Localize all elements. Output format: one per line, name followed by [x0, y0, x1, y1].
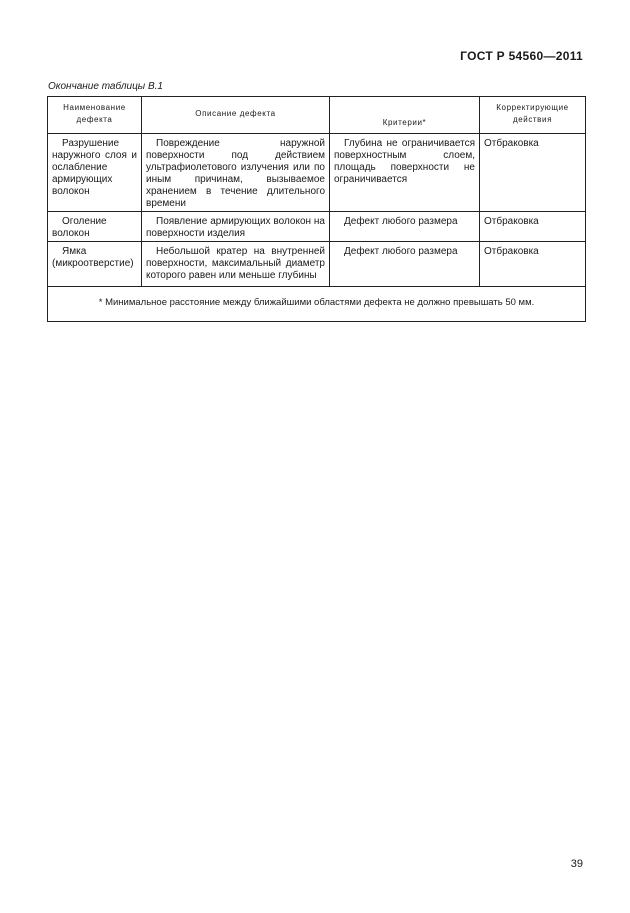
column-header-criteria: Критерии*	[330, 97, 480, 134]
defect-name: Разрушение наружного слоя и ослабление армирующих волокон	[48, 134, 142, 212]
defect-criteria: Глубина не ограничивается поверхностным слоем, площадь поверхности не ограничивается	[330, 134, 480, 212]
page-number: 39	[570, 858, 583, 870]
column-header-description: Описание дефекта	[142, 97, 330, 134]
corrective-action: Отбраковка	[480, 134, 586, 212]
corrective-action: Отбраковка	[480, 212, 586, 242]
table-row	[48, 212, 586, 242]
table-footnote-row	[48, 287, 586, 322]
defects-table	[47, 96, 586, 322]
table-caption: Окончание таблицы В.1	[48, 81, 163, 92]
corrective-action: Отбраковка	[480, 242, 586, 287]
defect-criteria: Дефект любого размера	[330, 242, 480, 287]
defect-criteria: Дефект любого размера	[330, 212, 480, 242]
column-header-actions: Корректирующие действия	[480, 97, 586, 134]
table-row	[48, 242, 586, 287]
defect-description: Появление армирующих волокон на поверхности изделия	[142, 212, 330, 242]
defect-name: Ямка (микроотверстие)	[48, 242, 142, 287]
defect-description: Небольшой кратер на внутренней поверхности, максимальный диаметр которого равен или меньше глубины	[142, 242, 330, 287]
defect-description: Повреждение наружной поверхности под действием ультрафиолетового излучения или по иным причинам, вызываемое хранением в течение длительного времени	[142, 134, 330, 212]
column-header-name: Наименование дефекта	[48, 97, 142, 134]
standard-code: ГОСТ Р 54560—2011	[460, 49, 583, 63]
defect-name: Оголение волокон	[48, 212, 142, 242]
table-header-row	[48, 97, 586, 134]
table-row	[48, 134, 586, 212]
table-footnote: * Минимальное расстояние между ближайшими областями дефекта не должно превышать 50 мм.	[48, 287, 586, 322]
